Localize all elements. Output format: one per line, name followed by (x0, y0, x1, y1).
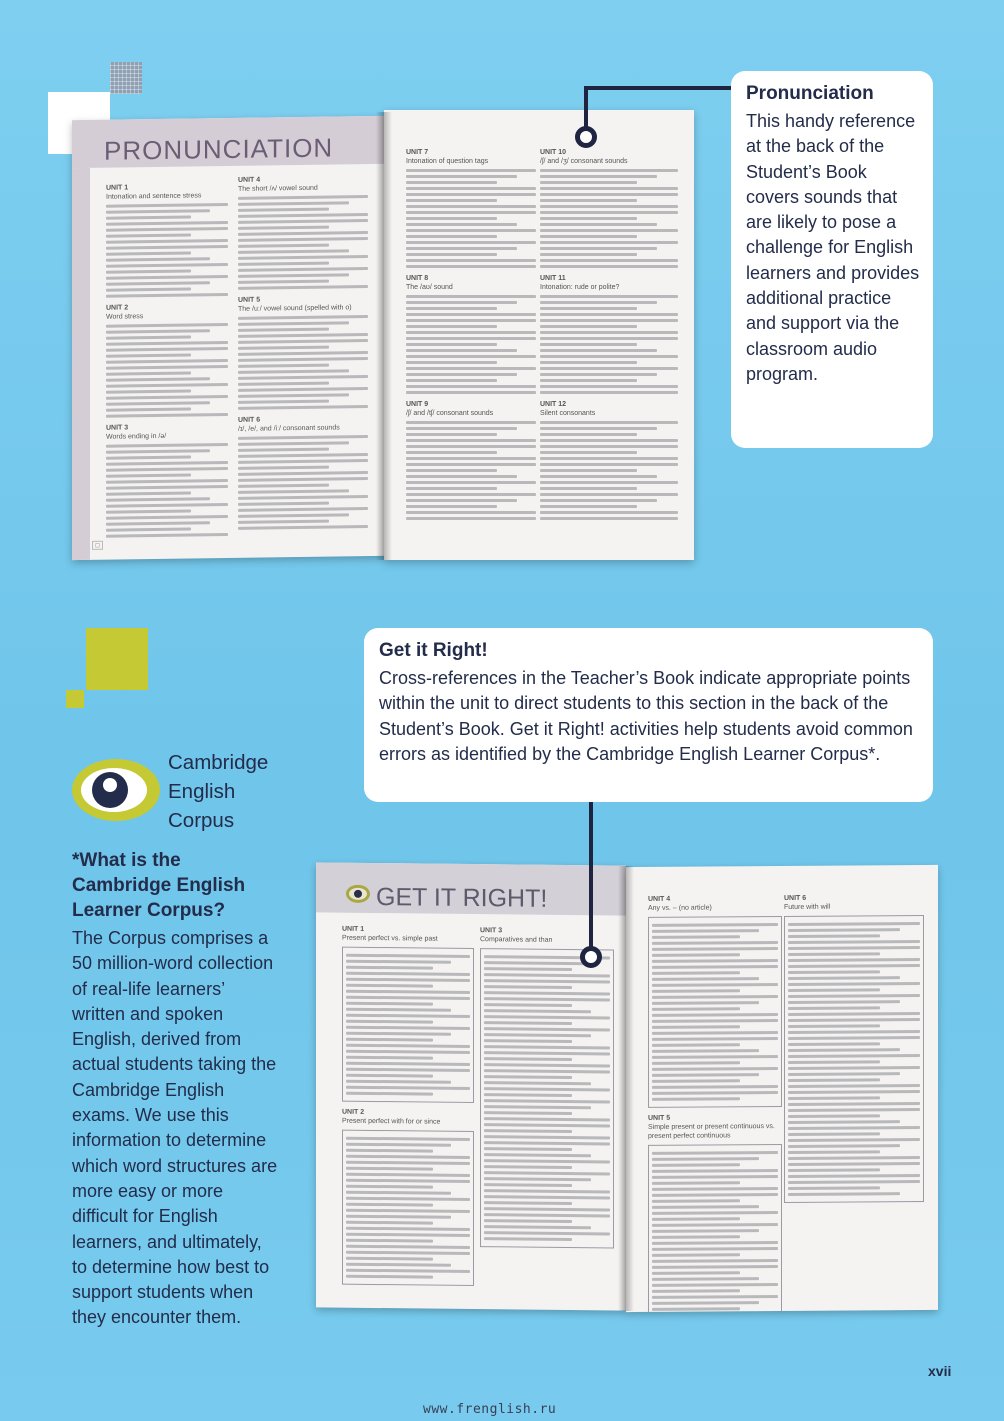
unit-subheading: Word stress (106, 313, 144, 321)
unit-heading: UNIT 9 (406, 401, 429, 408)
exercise-text-block (342, 1130, 474, 1286)
pron-mid-column (238, 168, 368, 533)
pronunciation-right-page (384, 110, 694, 560)
corpus-name-line: Cambridge (168, 751, 269, 774)
unit-subheading: /ʃ/ and /ʒ/ consonant sounds (540, 158, 628, 165)
exercise-text-block (648, 1144, 782, 1312)
exercise-text-block (406, 169, 536, 268)
unit-subheading: The /uː/ vowel sound (spelled with o) (238, 304, 352, 313)
unit-heading: UNIT 11 (540, 275, 566, 282)
unit-subheading: Intonation: rude or polite? (540, 284, 620, 291)
unit-subheading: Silent consonants (540, 410, 596, 417)
book-spine (618, 866, 634, 1311)
pronunciation-callout-title: Pronunciation (746, 83, 874, 104)
unit-subheading: Present perfect vs. simple past (342, 934, 438, 943)
unit-heading: UNIT 8 (406, 275, 429, 282)
unit-heading: UNIT 2 (106, 304, 129, 312)
exercise-text-block (106, 443, 228, 538)
unit-heading: UNIT 3 (480, 927, 503, 935)
page-number-label: ◻ (92, 541, 103, 550)
unit-subheading: /ɪ/, /e/, and /iː/ consonant sounds (238, 424, 340, 433)
corpus-name (168, 748, 268, 835)
get-it-right-callout (364, 628, 933, 802)
get-left-column (342, 919, 474, 1290)
exercise-text-block (106, 323, 228, 418)
corpus-eye-icon (346, 885, 370, 903)
decorative-grid-square (110, 62, 142, 94)
pronunciation-side-band (72, 168, 90, 560)
unit-subheading: Words ending in /ə/ (106, 432, 167, 441)
get-right-column-b (784, 887, 924, 1207)
exercise-text-block (106, 203, 228, 298)
decorative-olive-small-square (66, 690, 84, 708)
exercise-text-block (238, 195, 368, 290)
pron-right-column-a (406, 142, 536, 523)
unit-subheading: Simple present or present continuous vs. present perfect continuous (648, 1123, 775, 1140)
corpus-description: The Corpus comprises a 50 million-word collection of real-life learners’ written and spoken English, derived from actual students taking the Cambridge English exams. We use this information to determine which word structures are more easy or more difficult for English learners, and ultimately, to determine how best to support students when they encounter them. (72, 928, 278, 1328)
unit-heading: UNIT 3 (106, 424, 129, 432)
pronunciation-callout (731, 71, 933, 448)
unit-heading: UNIT 6 (784, 894, 807, 902)
unit-subheading: The short /ʌ/ vowel sound (238, 184, 318, 193)
book-spine (376, 112, 392, 560)
exercise-text-block (540, 421, 678, 520)
unit-heading: UNIT 4 (238, 176, 261, 184)
exercise-text-block (238, 435, 368, 530)
page-number: xvii (928, 1363, 952, 1379)
unit-heading: UNIT 5 (648, 1114, 671, 1122)
unit-heading: UNIT 10 (540, 149, 567, 156)
unit-subheading: Any vs. – (no article) (648, 904, 712, 912)
corpus-question-heading: *What is the Cambridge English Learner Corpus? (72, 850, 246, 921)
pron-left-column (106, 176, 228, 541)
exercise-text-block (784, 915, 924, 1203)
unit-subheading: /ʃ/ and /tʃ/ consonant sounds (406, 410, 494, 417)
connector-line (584, 86, 732, 90)
get-it-right-callout-body: Cross-references in the Teacher’s Book indicate appropriate points within the unit to direct students to this section in the back of the Student’s Book. Get it Right! activities help students avoid common errors as identified by the Cambridge English Learner Corpus*. (379, 668, 913, 764)
get-it-right-left-page (316, 862, 626, 1310)
unit-subheading: The /aʊ/ sound (406, 284, 453, 291)
exercise-text-block (648, 916, 782, 1108)
get-right-column-a (648, 888, 782, 1312)
get-it-right-callout-title: Get it Right! (379, 640, 488, 661)
pronunciation-callout-body: This handy reference at the back of the Student’s Book covers sounds that are likely to pose a challenge for English learners and provides additional practice and support via the classroom audio program. (746, 111, 920, 384)
decorative-olive-square (86, 628, 148, 690)
unit-heading: UNIT 1 (342, 925, 365, 933)
exercise-text-block (540, 295, 678, 394)
exercise-text-block (238, 315, 368, 410)
unit-heading: UNIT 12 (540, 401, 567, 408)
unit-heading: UNIT 5 (238, 296, 261, 304)
connector-dot (580, 946, 602, 968)
exercise-text-block (342, 947, 474, 1103)
pron-right-column-b (540, 142, 678, 523)
get-mid-column (480, 920, 614, 1252)
pronunciation-left-page (72, 116, 384, 560)
unit-subheading: Intonation of question tags (406, 158, 489, 165)
exercise-text-block (480, 948, 614, 1248)
unit-heading: UNIT 2 (342, 1108, 365, 1116)
exercise-text-block (406, 421, 536, 520)
exercise-text-block (406, 295, 536, 394)
unit-heading: UNIT 4 (648, 895, 671, 903)
unit-subheading: Comparatives and than (480, 936, 553, 944)
unit-subheading: Future with will (784, 903, 831, 911)
get-it-right-book-title: GET IT RIGHT! (376, 883, 548, 913)
footer-url: www.frenglish.ru (423, 1402, 557, 1417)
connector-line (589, 802, 593, 948)
exercise-text-block (540, 169, 678, 268)
unit-heading: UNIT 1 (106, 184, 129, 192)
unit-heading: UNIT 6 (238, 416, 261, 424)
get-it-right-right-page (626, 865, 938, 1312)
corpus-name-line: Corpus (168, 809, 235, 832)
pronunciation-book-title: PRONUNCIATION (104, 132, 334, 166)
unit-heading: UNIT 7 (406, 149, 429, 156)
corpus-name-line: English (168, 780, 236, 803)
unit-subheading: Present perfect with for or since (342, 1117, 441, 1126)
connector-dot (575, 126, 597, 148)
cambridge-english-corpus-eye-logo-icon (70, 757, 162, 823)
unit-subheading: Intonation and sentence stress (106, 192, 202, 201)
